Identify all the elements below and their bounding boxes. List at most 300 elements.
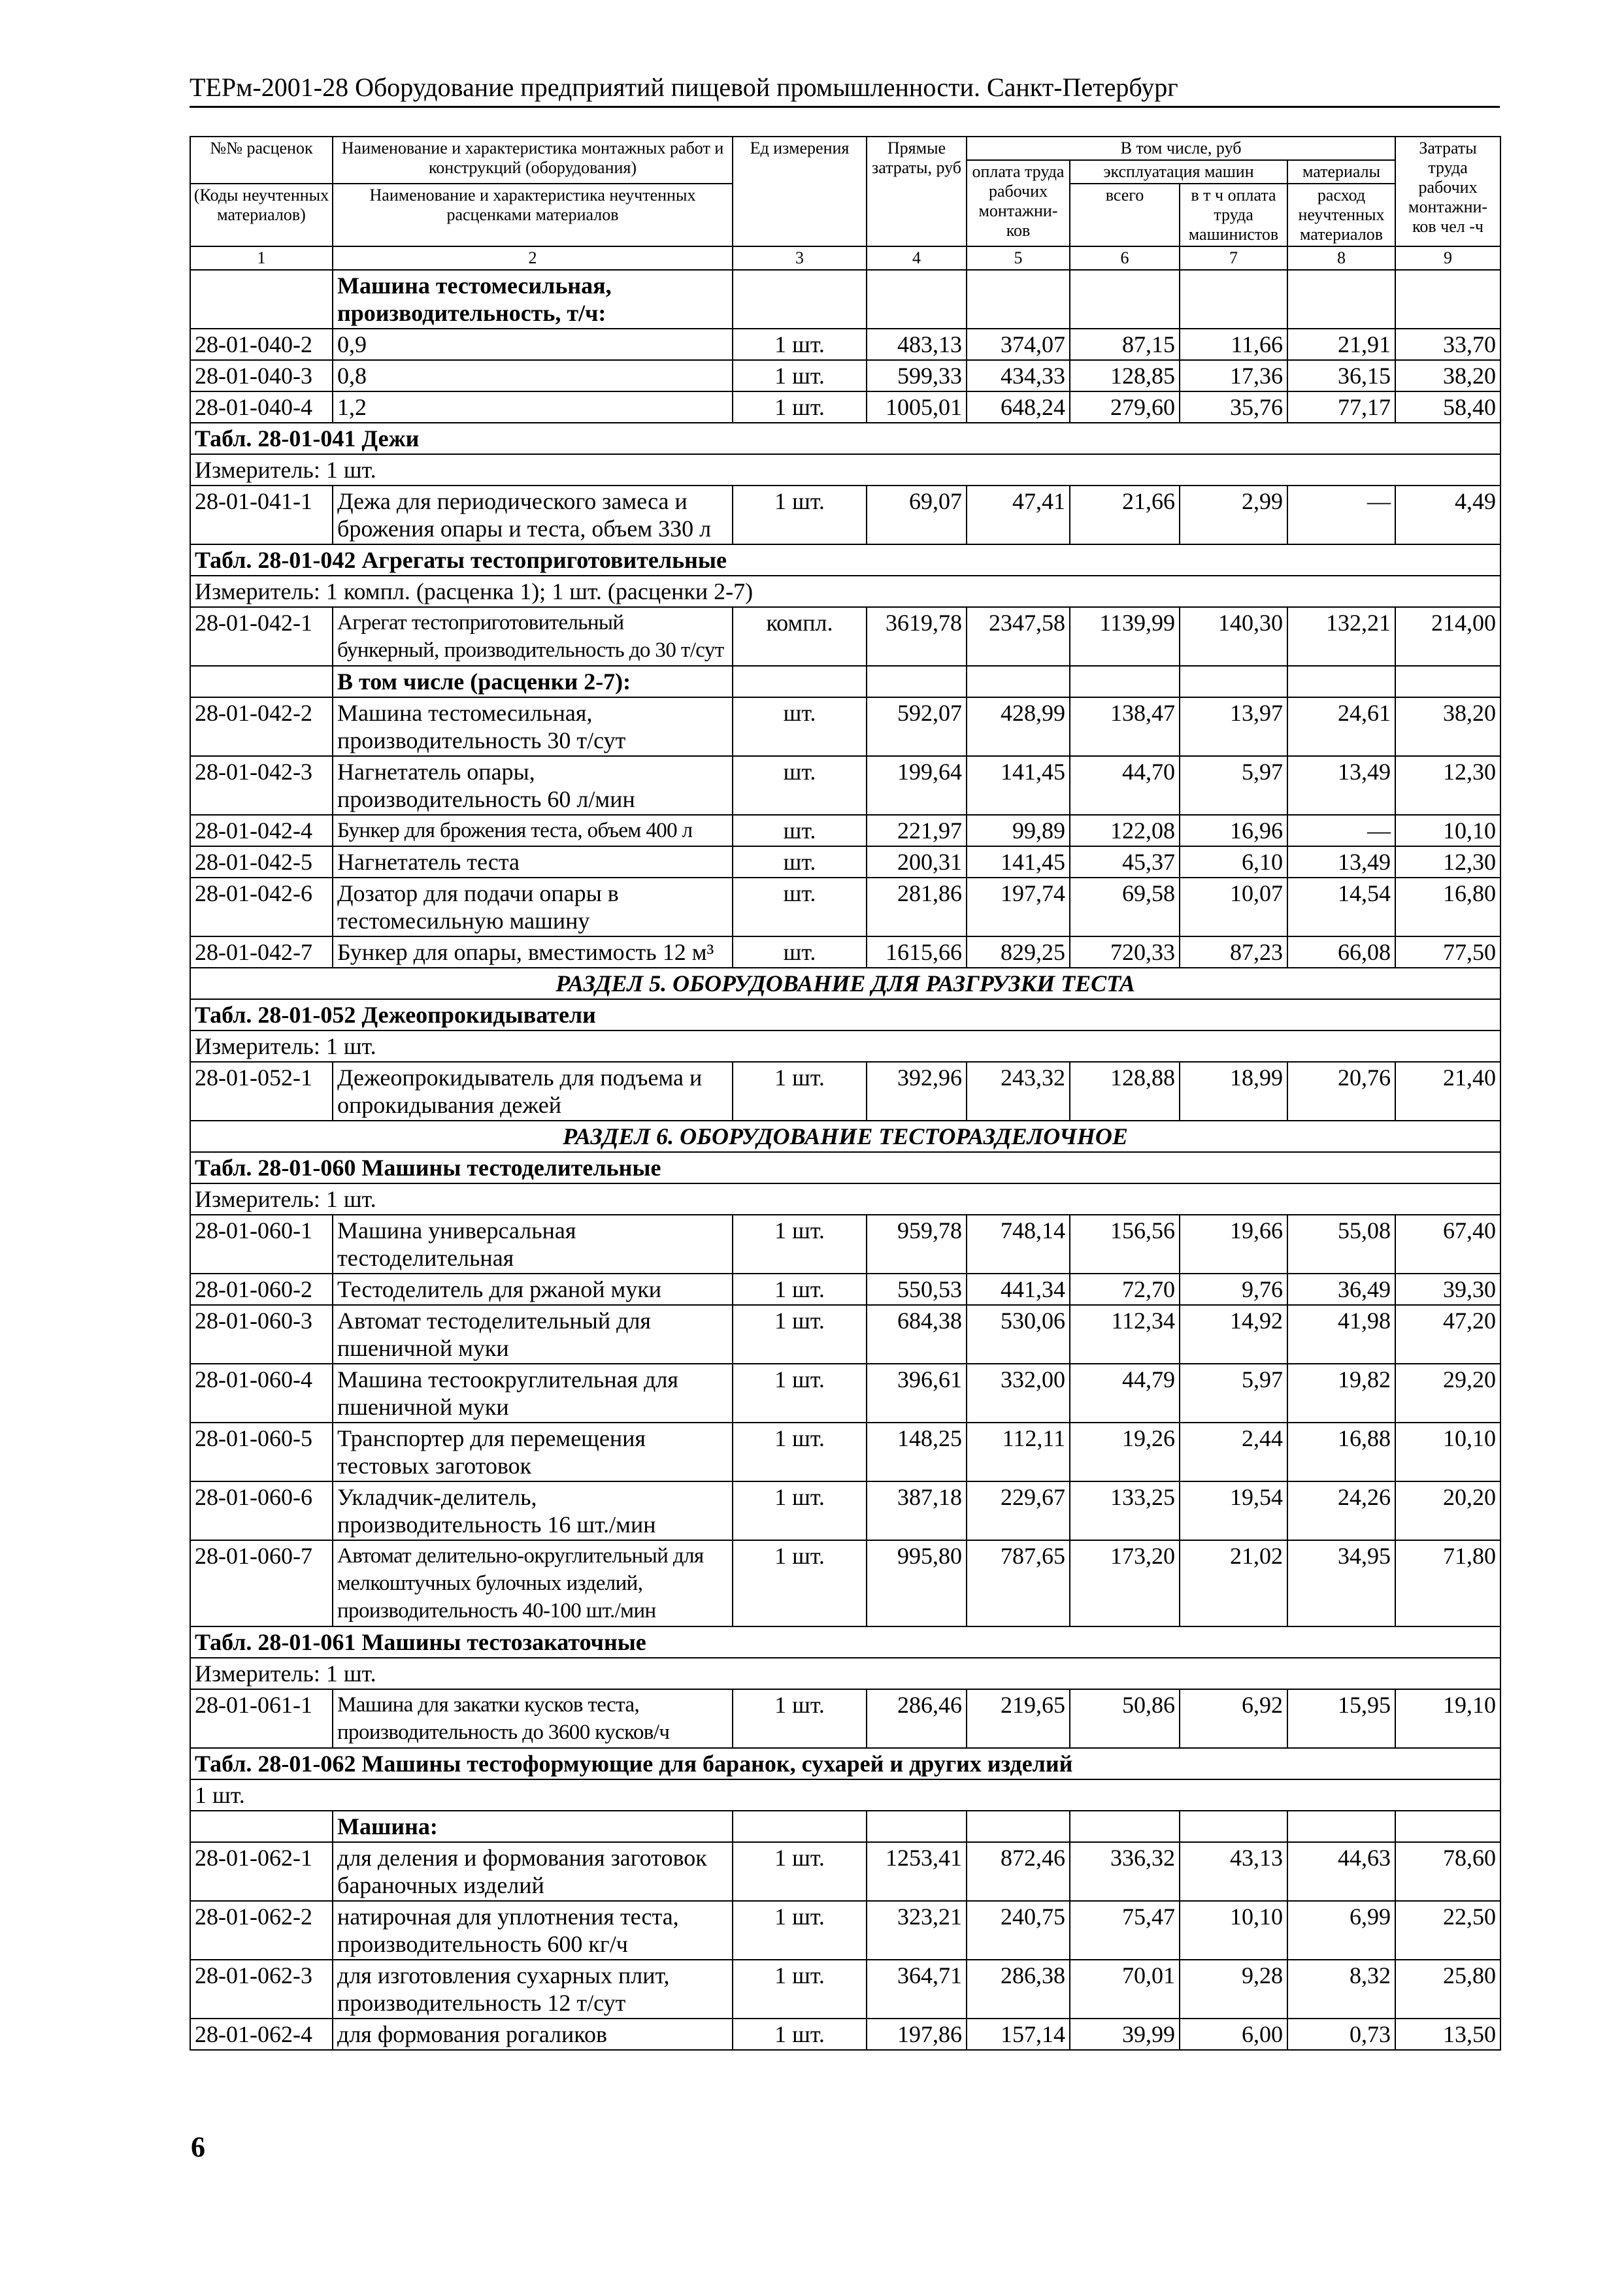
value-mat: 20,76 (1287, 1062, 1395, 1121)
table-row (190, 878, 1500, 936)
table-row (190, 329, 1500, 360)
value-wage: 229,67 (967, 1481, 1070, 1540)
rate-unit: 1 шт. (733, 360, 867, 391)
table-meter-042: Измеритель: 1 компл. (расценка 1); 1 шт. (расценки 2-7) (190, 576, 1500, 607)
col-code-header: №№ расценок (190, 137, 333, 184)
col-num: 5 (967, 246, 1070, 270)
table-row (190, 1062, 1500, 1121)
table-title-042: Табл. 28-01-042 Агрегаты тестоприготовительные (190, 544, 1500, 576)
code-cell (190, 270, 333, 329)
table-header (190, 137, 1500, 270)
value-mach-wage: 43,13 (1180, 1842, 1287, 1901)
value-mat: 13,49 (1287, 756, 1395, 815)
value-mach: 75,47 (1070, 1901, 1180, 1960)
page-number: 6 (191, 2131, 205, 2163)
table-row (190, 815, 1500, 846)
table-meter-052: Измеритель: 1 шт. (190, 1031, 1500, 1062)
col-incl-header: В том числе, руб (967, 137, 1395, 160)
value-mach: 69,58 (1070, 878, 1180, 936)
value-mach: 44,79 (1070, 1364, 1180, 1423)
rate-code: 28-01-040-3 (190, 360, 333, 391)
rate-code: 28-01-060-2 (190, 1274, 333, 1305)
empty-cell (967, 1811, 1070, 1842)
value-mat: 36,15 (1287, 360, 1395, 391)
value-mach-wage: 10,07 (1180, 878, 1287, 936)
col-num: 3 (733, 246, 867, 270)
rate-name: Агрегат тестоприготовительный бункерный, производительность до 30 т/сут (333, 607, 733, 666)
code-cell (190, 666, 333, 697)
rate-code: 28-01-042-1 (190, 607, 333, 666)
value-direct: 323,21 (867, 1901, 967, 1960)
table-row (190, 1960, 1500, 2019)
table-row (190, 1689, 1500, 1748)
rate-unit: 1 шт. (733, 1540, 867, 1626)
rate-code: 28-01-052-1 (190, 1062, 333, 1121)
value-mach: 279,60 (1070, 391, 1180, 423)
table-row (190, 1364, 1500, 1423)
value-mach: 50,86 (1070, 1689, 1180, 1748)
rate-unit: шт. (733, 815, 867, 846)
value-mat: 8,32 (1287, 1960, 1395, 2019)
value-mat: 24,61 (1287, 697, 1395, 756)
rate-name: Транспортер для перемещения тестовых заготовок (333, 1423, 733, 1481)
rate-name: Машина универсальная тестоделительная (333, 1215, 733, 1274)
table-row (190, 360, 1500, 391)
value-direct: 1005,01 (867, 391, 967, 423)
value-mat: 13,49 (1287, 846, 1395, 878)
rate-unit: 1 шт. (733, 1481, 867, 1540)
value-direct: 483,13 (867, 329, 967, 360)
table-row (190, 1901, 1500, 1960)
value-mat: 24,26 (1287, 1481, 1395, 1540)
value-wage: 374,07 (967, 329, 1070, 360)
table-title-060-row (190, 1152, 1500, 1183)
table-title-062: Табл. 28-01-062 Машины тестоформующие для баранок, сухарей и других изделий (190, 1748, 1500, 1779)
value-direct: 286,46 (867, 1689, 967, 1748)
rate-code: 28-01-042-4 (190, 815, 333, 846)
value-labor: 20,20 (1395, 1481, 1500, 1540)
value-mach-wage: 17,36 (1180, 360, 1287, 391)
rate-code: 28-01-060-3 (190, 1305, 333, 1364)
value-direct: 599,33 (867, 360, 967, 391)
col-num: 9 (1395, 246, 1500, 270)
value-wage: 141,45 (967, 756, 1070, 815)
subgroup-042: В том числе (расценки 2-7): (333, 666, 733, 697)
value-direct: 396,61 (867, 1364, 967, 1423)
table-row (190, 756, 1500, 815)
value-mat: — (1287, 815, 1395, 846)
table-row (190, 1481, 1500, 1540)
rate-name: 0,8 (333, 360, 733, 391)
rate-code: 28-01-062-1 (190, 1842, 333, 1901)
value-mach: 1139,99 (1070, 607, 1180, 666)
empty-cell (1070, 270, 1180, 329)
rate-unit: 1 шт. (733, 1423, 867, 1481)
table-title-042-row (190, 544, 1500, 576)
table-meter-052-row (190, 1031, 1500, 1062)
empty-cell (1180, 270, 1287, 329)
rate-name: для деления и формования заготовок бараночных изделий (333, 1842, 733, 1901)
col-mach-total-header: всего (1070, 184, 1180, 246)
empty-cell (867, 270, 967, 329)
table-meter-061: Измеритель: 1 шт. (190, 1658, 1500, 1689)
subgroup-062: Машина: (333, 1811, 733, 1842)
empty-cell (1180, 1811, 1287, 1842)
value-mat: 77,17 (1287, 391, 1395, 423)
value-mach-wage: 6,10 (1180, 846, 1287, 878)
rate-name: 0,9 (333, 329, 733, 360)
rate-unit: 1 шт. (733, 1305, 867, 1364)
value-direct: 684,38 (867, 1305, 967, 1364)
col-name-header: Наименование и характеристика монтажных работ и конструкций (оборудования) (333, 137, 733, 184)
empty-cell (1180, 666, 1287, 697)
empty-cell (1287, 666, 1395, 697)
value-labor: 10,10 (1395, 815, 1500, 846)
table-row (190, 486, 1500, 544)
table-meter-041-row (190, 454, 1500, 486)
column-numbers-row (190, 246, 1500, 270)
value-mach-wage: 6,00 (1180, 2019, 1287, 2050)
value-labor: 19,10 (1395, 1689, 1500, 1748)
table-title-041: Табл. 28-01-041 Дежи (190, 423, 1500, 454)
rate-unit: 1 шт. (733, 391, 867, 423)
value-direct: 148,25 (867, 1423, 967, 1481)
value-mach: 39,99 (1070, 2019, 1180, 2050)
col-machines-header: эксплуатация машин (1070, 160, 1287, 184)
rate-unit: 1 шт. (733, 1364, 867, 1423)
value-direct: 281,86 (867, 878, 967, 936)
rate-code: 28-01-060-5 (190, 1423, 333, 1481)
rate-name: Дежа для периодического замеса и брожения опары и теста, объем 330 л (333, 486, 733, 544)
value-mach: 128,85 (1070, 360, 1180, 391)
value-mat: 6,99 (1287, 1901, 1395, 1960)
rate-name: Машина для закатки кусков теста, производительность до 3600 кусков/ч (333, 1689, 733, 1748)
rate-name: Машина тестомесильная, производительность 30 т/сут (333, 697, 733, 756)
rate-unit: 1 шт. (733, 1901, 867, 1960)
rate-name: 1,2 (333, 391, 733, 423)
rate-unit: шт. (733, 936, 867, 968)
value-labor: 16,80 (1395, 878, 1500, 936)
value-direct: 550,53 (867, 1274, 967, 1305)
value-mach-wage: 13,97 (1180, 697, 1287, 756)
value-labor: 33,70 (1395, 329, 1500, 360)
value-mat: 0,73 (1287, 2019, 1395, 2050)
table-meter-060: Измеритель: 1 шт. (190, 1183, 1500, 1215)
rate-code: 28-01-042-2 (190, 697, 333, 756)
col-mat-sub-header: расход неучтенных материалов (1287, 184, 1395, 246)
col-num: 8 (1287, 246, 1395, 270)
code-cell (190, 1811, 333, 1842)
value-mach-wage: 11,66 (1180, 329, 1287, 360)
subgroup-row (190, 666, 1500, 697)
rate-name: Автомат тестоделительный для пшеничной муки (333, 1305, 733, 1364)
value-mat: 21,91 (1287, 329, 1395, 360)
rate-code: 28-01-062-2 (190, 1901, 333, 1960)
value-mach-wage: 18,99 (1180, 1062, 1287, 1121)
rate-code: 28-01-061-1 (190, 1689, 333, 1748)
value-wage: 112,11 (967, 1423, 1070, 1481)
empty-cell (1395, 666, 1500, 697)
value-direct: 3619,78 (867, 607, 967, 666)
rate-code: 28-01-042-5 (190, 846, 333, 878)
value-direct: 592,07 (867, 697, 967, 756)
value-wage: 428,99 (967, 697, 1070, 756)
subgroup-row (190, 270, 1500, 329)
table-meter-062: 1 шт. (190, 1779, 1500, 1811)
value-wage: 872,46 (967, 1842, 1070, 1901)
table-body (190, 270, 1500, 2050)
table-title-061: Табл. 28-01-061 Машины тестозакаточные (190, 1626, 1500, 1658)
table-title-052: Табл. 28-01-052 Дежеопрокидыватели (190, 999, 1500, 1031)
group-title-40: Машина тестомесильная, производительность, т/ч: (333, 270, 733, 329)
section-5-title: РАЗДЕЛ 5. ОБОРУДОВАНИЕ ДЛЯ РАЗГРУЗКИ ТЕСТА (190, 968, 1500, 999)
col-wage-header: оплата труда рабочих монтажни-ков (967, 160, 1070, 246)
rate-code: 28-01-060-7 (190, 1540, 333, 1626)
value-mach: 122,08 (1070, 815, 1180, 846)
col-labor-header: Затраты труда рабочих монтажни-ков чел -ч (1395, 137, 1500, 246)
value-mach-wage: 10,10 (1180, 1901, 1287, 1960)
rate-code: 28-01-040-2 (190, 329, 333, 360)
value-wage: 787,65 (967, 1540, 1070, 1626)
value-wage: 441,34 (967, 1274, 1070, 1305)
col-unit-header: Ед измерения (733, 137, 867, 246)
table-row (190, 1540, 1500, 1626)
rate-unit: 1 шт. (733, 1842, 867, 1901)
rate-code: 28-01-040-4 (190, 391, 333, 423)
rate-code: 28-01-060-4 (190, 1364, 333, 1423)
col-name-sub-header: Наименование и характеристика неучтенных расценками материалов (333, 184, 733, 246)
value-labor: 13,50 (1395, 2019, 1500, 2050)
empty-cell (733, 666, 867, 697)
rate-name: для изготовления сухарных плит, производительность 12 т/сут (333, 1960, 733, 2019)
value-mach: 720,33 (1070, 936, 1180, 968)
value-mat: 19,82 (1287, 1364, 1395, 1423)
value-mach-wage: 6,92 (1180, 1689, 1287, 1748)
table-meter-062-row (190, 1779, 1500, 1811)
value-labor: 21,40 (1395, 1062, 1500, 1121)
value-direct: 200,31 (867, 846, 967, 878)
table-title-061-row (190, 1626, 1500, 1658)
value-labor: 47,20 (1395, 1305, 1500, 1364)
table-row (190, 1842, 1500, 1901)
value-mat: 44,63 (1287, 1842, 1395, 1901)
rate-name: Дежеопрокидыватель для подъема и опрокидывания дежей (333, 1062, 733, 1121)
value-wage: 219,65 (967, 1689, 1070, 1748)
value-labor: 4,49 (1395, 486, 1500, 544)
value-mach: 44,70 (1070, 756, 1180, 815)
rate-unit: шт. (733, 756, 867, 815)
value-wage: 748,14 (967, 1215, 1070, 1274)
rate-name: Машина тестоокруглительная для пшеничной муки (333, 1364, 733, 1423)
empty-cell (733, 270, 867, 329)
value-direct: 197,86 (867, 2019, 967, 2050)
value-mach: 87,15 (1070, 329, 1180, 360)
empty-cell (1395, 270, 1500, 329)
table-row (190, 1274, 1500, 1305)
value-mat: 15,95 (1287, 1689, 1395, 1748)
value-wage: 99,89 (967, 815, 1070, 846)
empty-cell (1070, 1811, 1180, 1842)
col-num: 1 (190, 246, 333, 270)
value-direct: 995,80 (867, 1540, 967, 1626)
value-mach-wage: 87,23 (1180, 936, 1287, 968)
table-meter-041: Измеритель: 1 шт. (190, 454, 1500, 486)
value-mach: 70,01 (1070, 1960, 1180, 2019)
col-code-sub-header: (Коды неучтенных материалов) (190, 184, 333, 246)
rate-name: для формования рогаликов (333, 2019, 733, 2050)
value-mach: 138,47 (1070, 697, 1180, 756)
value-wage: 141,45 (967, 846, 1070, 878)
rates-table (190, 136, 1501, 2051)
value-direct: 1615,66 (867, 936, 967, 968)
value-wage: 286,38 (967, 1960, 1070, 2019)
value-wage: 434,33 (967, 360, 1070, 391)
rate-name: Нагнетатель опары, производительность 60 л/мин (333, 756, 733, 815)
table-title-060: Табл. 28-01-060 Машины тестоделительные (190, 1152, 1500, 1183)
rate-unit: 1 шт. (733, 486, 867, 544)
value-wage: 648,24 (967, 391, 1070, 423)
value-wage: 197,74 (967, 878, 1070, 936)
col-num: 6 (1070, 246, 1180, 270)
rate-unit: шт. (733, 697, 867, 756)
rate-unit: 1 шт. (733, 1689, 867, 1748)
value-mach-wage: 19,66 (1180, 1215, 1287, 1274)
rate-code: 28-01-042-3 (190, 756, 333, 815)
section-6-title-row (190, 1121, 1500, 1152)
value-wage: 829,25 (967, 936, 1070, 968)
table-row (190, 846, 1500, 878)
table-row (190, 391, 1500, 423)
value-mach: 21,66 (1070, 486, 1180, 544)
value-direct: 387,18 (867, 1481, 967, 1540)
table-meter-042-row (190, 576, 1500, 607)
value-mat: 36,49 (1287, 1274, 1395, 1305)
value-mach: 72,70 (1070, 1274, 1180, 1305)
value-mat: 66,08 (1287, 936, 1395, 968)
value-wage: 47,41 (967, 486, 1070, 544)
value-direct: 221,97 (867, 815, 967, 846)
page-header: ТЕРм-2001-28 Оборудование предприятий пищевой промышленности. Санкт-Петербург (190, 72, 1500, 108)
value-mat: 14,54 (1287, 878, 1395, 936)
rate-unit: 1 шт. (733, 1274, 867, 1305)
value-labor: 29,20 (1395, 1364, 1500, 1423)
empty-cell (967, 666, 1070, 697)
rate-name: Тестоделитель для ржаной муки (333, 1274, 733, 1305)
value-wage: 240,75 (967, 1901, 1070, 1960)
rate-name: натирочная для уплотнения теста, производительность 600 кг/ч (333, 1901, 733, 1960)
value-labor: 71,80 (1395, 1540, 1500, 1626)
col-num: 7 (1180, 246, 1287, 270)
empty-cell (733, 1811, 867, 1842)
empty-cell (1395, 1811, 1500, 1842)
rate-code: 28-01-062-3 (190, 1960, 333, 2019)
rate-code: 28-01-041-1 (190, 486, 333, 544)
value-direct: 392,96 (867, 1062, 967, 1121)
value-mat: — (1287, 486, 1395, 544)
subgroup-row (190, 1811, 1500, 1842)
rate-unit: 1 шт. (733, 1062, 867, 1121)
table-row (190, 607, 1500, 666)
value-wage: 243,32 (967, 1062, 1070, 1121)
value-wage: 2347,58 (967, 607, 1070, 666)
rate-unit: шт. (733, 878, 867, 936)
table-row (190, 697, 1500, 756)
table-title-052-row (190, 999, 1500, 1031)
value-direct: 69,07 (867, 486, 967, 544)
value-mach-wage: 5,97 (1180, 756, 1287, 815)
table-meter-061-row (190, 1658, 1500, 1689)
empty-cell (967, 270, 1070, 329)
col-mach-wage-header: в т ч оплата труда машинистов (1180, 184, 1287, 246)
rate-name: Автомат делительно-округлительный для мелкоштучных булочных изделий, производительность 40-100 шт./мин (333, 1540, 733, 1626)
empty-cell (867, 1811, 967, 1842)
section-5-title-row (190, 968, 1500, 999)
value-labor: 67,40 (1395, 1215, 1500, 1274)
table-title-041-row (190, 423, 1500, 454)
value-mach-wage: 2,44 (1180, 1423, 1287, 1481)
value-mat: 34,95 (1287, 1540, 1395, 1626)
empty-cell (867, 666, 967, 697)
rate-name: Бункер для брожения теста, объем 400 л (333, 815, 733, 846)
value-labor: 12,30 (1395, 846, 1500, 878)
rate-unit: 1 шт. (733, 329, 867, 360)
value-labor: 10,10 (1395, 1423, 1500, 1481)
rate-code: 28-01-042-7 (190, 936, 333, 968)
value-labor: 58,40 (1395, 391, 1500, 423)
value-direct: 199,64 (867, 756, 967, 815)
rate-name: Укладчик-делитель, производительность 16 шт./мин (333, 1481, 733, 1540)
value-mach-wage: 35,76 (1180, 391, 1287, 423)
value-labor: 77,50 (1395, 936, 1500, 968)
table-row (190, 1423, 1500, 1481)
value-labor: 38,20 (1395, 697, 1500, 756)
value-mach: 173,20 (1070, 1540, 1180, 1626)
value-mach: 19,26 (1070, 1423, 1180, 1481)
empty-cell (1287, 1811, 1395, 1842)
value-mach-wage: 5,97 (1180, 1364, 1287, 1423)
value-wage: 530,06 (967, 1305, 1070, 1364)
rate-unit: 1 шт. (733, 1960, 867, 2019)
rate-code: 28-01-060-6 (190, 1481, 333, 1540)
value-mat: 55,08 (1287, 1215, 1395, 1274)
col-materials-header: материалы (1287, 160, 1395, 184)
value-mach-wage: 16,96 (1180, 815, 1287, 846)
value-labor: 78,60 (1395, 1842, 1500, 1901)
value-mach-wage: 9,28 (1180, 1960, 1287, 2019)
value-mat: 41,98 (1287, 1305, 1395, 1364)
value-mach-wage: 140,30 (1180, 607, 1287, 666)
table-row (190, 1215, 1500, 1274)
value-wage: 332,00 (967, 1364, 1070, 1423)
value-mach: 128,88 (1070, 1062, 1180, 1121)
value-direct: 1253,41 (867, 1842, 967, 1901)
section-6-title: РАЗДЕЛ 6. ОБОРУДОВАНИЕ ТЕСТОРАЗДЕЛОЧНОЕ (190, 1121, 1500, 1152)
value-mach-wage: 14,92 (1180, 1305, 1287, 1364)
value-direct: 959,78 (867, 1215, 967, 1274)
empty-cell (1287, 270, 1395, 329)
value-labor: 38,20 (1395, 360, 1500, 391)
rate-name: Нагнетатель теста (333, 846, 733, 878)
value-mach: 336,32 (1070, 1842, 1180, 1901)
value-labor: 22,50 (1395, 1901, 1500, 1960)
value-mach: 156,56 (1070, 1215, 1180, 1274)
value-mach-wage: 9,76 (1180, 1274, 1287, 1305)
rate-unit: 1 шт. (733, 2019, 867, 2050)
col-num: 4 (867, 246, 967, 270)
value-labor: 25,80 (1395, 1960, 1500, 2019)
rate-code: 28-01-042-6 (190, 878, 333, 936)
value-mach-wage: 19,54 (1180, 1481, 1287, 1540)
